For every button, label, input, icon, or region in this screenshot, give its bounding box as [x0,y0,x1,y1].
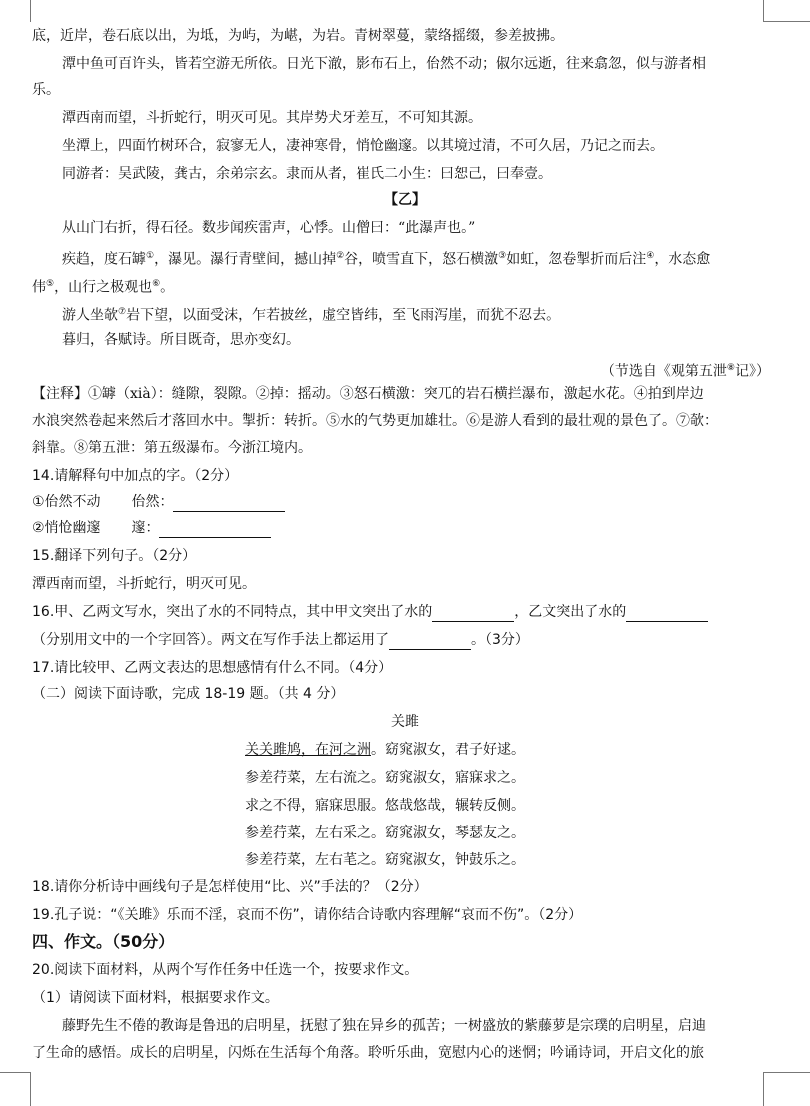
question-15-sentence: 潭西南而望，斗折蛇行，明灭可见。 [32,576,256,592]
note-ref-8: ⑧ [726,363,735,373]
question-19: 19.孔子说：“《关雎》乐而不淫，哀而不伤”，请你结合诗歌内容理解“哀而不伤”。（2分） [32,907,583,923]
q14-1-label: 佁然： [131,494,174,510]
poem-line-2: 参差荇菜，左右流之。窈窕淑女，寤寐求之。 [245,770,525,786]
section-4-heading: 四、作文。（50分） [32,932,175,951]
note-ref-3: ③ [498,251,507,261]
q16-blank-3[interactable] [389,633,471,650]
question-18: 18.请你分析诗中画线句子是怎样使用“比、兴”手法的？（2分） [32,879,428,895]
question-14-item-1 [32,492,285,512]
q14-2-label: 邃： [131,520,160,536]
yi-paragraph-2a [62,246,710,270]
yi-paragraph-2b [32,274,174,298]
jia-paragraph-0: 底，近岸，卷石底以出，为坻，为屿，为嵁，为岩。青树翠蔓，蒙络摇缀，参差披拂。 [32,28,564,44]
poem-line-1-underlined: 关关雎鸠，在河之洲 [245,742,371,758]
yi-heading: 【乙】 [384,192,426,208]
q14-1-answer-blank[interactable] [173,495,285,512]
note-ref-2: ② [336,251,345,261]
yi-p3-seg1: 游人坐欹 [62,307,118,324]
yi-source-seg1: （节选自《观第五泄 [600,363,727,380]
poem-title: 关雎 [391,714,419,730]
notes-line-3: 斜靠。⑧第五泄：第五级瀑布。今浙江境内。 [32,440,312,456]
notes-line-2: 水浪突然卷起来然后才落回水中。掣折：转折。⑤水的气势更加雄壮。⑥是游人看到的最壮观的景色了。⑦欹： [32,413,718,429]
yi-p2a-seg3: 谷，喷雪直下，怒石横激 [344,251,499,268]
note-ref-7: ⑦ [118,307,127,317]
yi-p2b-seg1: 伟 [32,279,46,296]
note-ref-5: ⑤ [46,279,55,289]
yi-p2a-seg4: 如虹，忽卷掣折而后注 [506,251,647,268]
poem-line-1-rest: 。窈窕淑女，君子好逑。 [371,742,525,758]
yi-paragraph-3 [62,302,560,326]
jia-paragraph-1a: 潭中鱼可百许头，皆若空游无所依。日光下澈，影布石上，佁然不动；俶尔远逝，往来翕忽，似与游者相 [62,56,706,72]
question-16-line-2 [32,630,529,650]
yi-source [601,358,770,382]
question-17: 17.请比较甲、乙两文表达的思想感情有什么不同。（4分） [32,660,393,676]
yi-p2a-seg1: 疾趋，度石罅 [62,251,146,268]
poem-line-4: 参差荇菜，左右采之。窈窕淑女，琴瑟友之。 [245,825,525,841]
yi-p2b-seg3: 。 [160,279,175,296]
q14-2-phrase: ②悄怆幽邃 [32,520,101,536]
yi-paragraph-4: 暮归，各赋诗。所目既奇，思亦变幻。 [62,332,300,348]
q16-seg2: ，乙文突出了水的 [514,604,627,620]
poem-line-3: 求之不得，寤寐思服。悠哉悠哉，辗转反侧。 [245,798,525,814]
jia-paragraph-3: 坐潭上，四面竹树环合，寂寥无人，凄神寒骨，悄怆幽邃。以其境过清，不可久居，乃记之而去。 [62,138,664,154]
crop-mark-bottom-left-h [0,1072,31,1073]
question-14: 14.请解释句中加点的字。（2分） [32,468,239,484]
yi-p3-seg2: 岩下望，以面受沫，乍若披丝，虚空皆纬，至飞雨泻崖，而犹不忍去。 [126,307,561,324]
yi-p2a-seg5: ，水态愈 [654,251,711,268]
question-14-item-2 [32,518,271,538]
question-16-line-1 [32,602,708,622]
question-20-material-line-2: 了生命的感悟。成长的启明星，闪烁在生活每个角落。聆听乐曲，宽慰内心的迷惘；吟诵诗词，开启文化的旅 [32,1045,704,1061]
crop-mark-top-right-v [763,0,764,22]
jia-paragraph-2: 潭西南而望，斗折蛇行，明灭可见。其岸势犬牙差互，不可知其源。 [62,110,482,126]
question-20: 20.阅读下面材料，从两个写作任务中任选一个，按要求作文。 [32,962,419,978]
jia-paragraph-4: 同游者：吴武陵，龚古，余弟宗玄。隶而从者，崔氏二小生：曰恕己，曰奉壹。 [62,166,552,182]
q14-2-answer-blank[interactable] [159,521,271,538]
q16-seg1: 16.甲、乙两文写水，突出了水的不同特点，其中甲文突出了水的 [32,604,433,620]
note-ref-6: ⑥ [152,279,161,289]
section-2-heading: （二）阅读下面诗歌，完成 18-19 题。（共 4 分） [32,686,345,702]
question-20-material-line-1: 藤野先生不倦的教诲是鲁迅的启明星，抚慰了独在异乡的孤苦；一树盛放的紫藤萝是宗璞的启明星，启迪 [62,1018,706,1034]
q16-blank-1[interactable] [432,605,514,622]
poem-line-5: 参差荇菜，左右芼之。窈窕淑女，钟鼓乐之。 [245,852,525,868]
note-ref-1: ① [146,251,155,261]
q16-seg4: 。（3分） [471,632,529,648]
yi-p2a-seg2: ，瀑见。瀑行青壁间，撼山掉 [154,251,337,268]
yi-p2b-seg2: ，山行之极观也 [54,279,153,296]
q14-1-phrase: ①佁然不动 [32,494,101,510]
yi-source-seg2: 记》） [735,363,770,380]
crop-mark-top-right-h [763,21,810,22]
crop-mark-bottom-right-v [763,1072,764,1106]
question-20-task-1: （1）请阅读下面材料，根据要求作文。 [32,990,279,1006]
yi-paragraph-1: 从山门右折，得石径。数步闻疾雷声，心悸。山僧曰：“此瀑声也。” [62,220,476,236]
jia-paragraph-1b: 乐。 [32,82,60,98]
notes-line-1: 【注释】①罅（xià）：缝隙，裂隙。②掉：摇动。③怒石横激：突兀的岩石横拦瀑布，激起水花。④拍到岸边 [32,386,704,402]
crop-mark-bottom-left-v [30,1072,31,1106]
poem-line-1 [245,740,525,760]
q16-blank-2[interactable] [626,605,708,622]
crop-mark-bottom-right-h [763,1072,810,1073]
question-15: 15.翻译下列句子。（2分） [32,548,197,564]
crop-mark-top-left-v [30,0,31,22]
q16-seg3: （分别用文中的一个字回答）。两文在写作手法上都运用了 [32,632,389,648]
note-ref-4: ④ [646,251,655,261]
